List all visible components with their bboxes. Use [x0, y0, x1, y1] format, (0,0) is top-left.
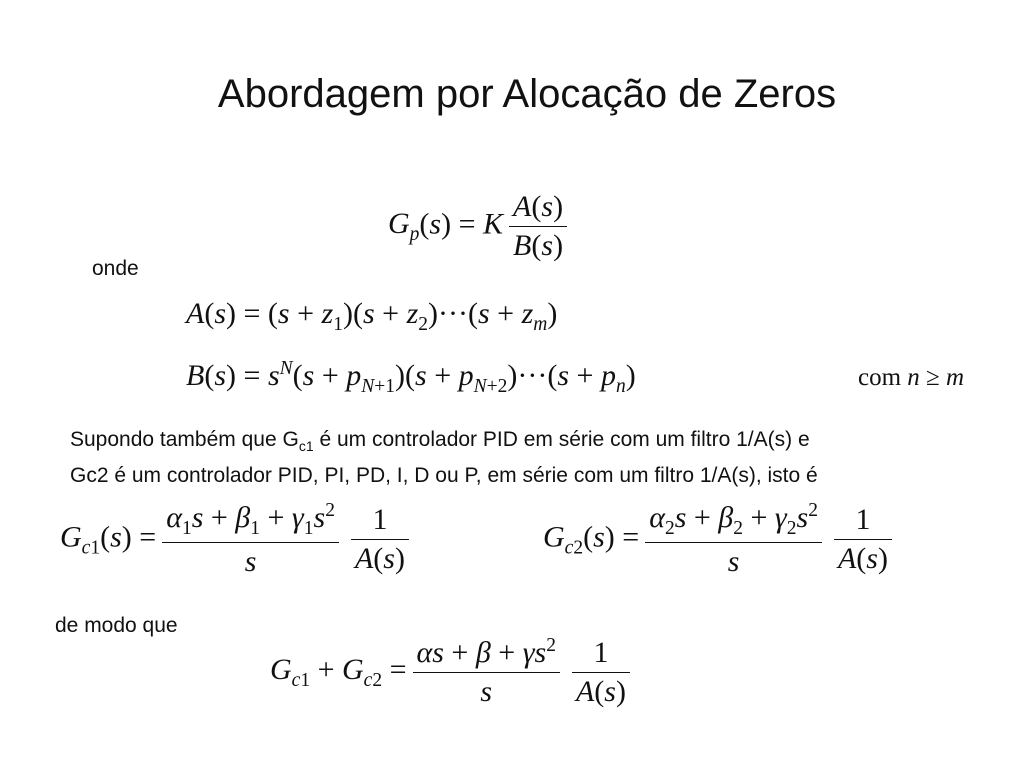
paragraph-line-1-end: é um controlador PID em série com um filtro 1/A(s) e [313, 428, 810, 451]
equation-denominator-polynomial: $B(s) = s^N(s + p_{N+1})(s + p_{N+2})\cdot\cdot\cdot(s + p_n)$ [186, 358, 636, 397]
paragraph-line-1-start: Supondo também que G [70, 428, 299, 451]
label-onde: onde [92, 257, 139, 280]
equation-controller-gc1: $G_{c1}(s)$ = $\frac{\alpha_1s + \beta_1 + \gamma_1s^2}{s}$ $\frac{1}{A(s)}$ [60, 500, 415, 579]
slide-title: Abordagem por Alocação de Zeros [217, 72, 837, 116]
paragraph [70, 425, 1020, 490]
paragraph-line-1-subscript: c1 [298, 438, 314, 455]
label-de-modo-que: de modo que [55, 614, 178, 637]
equation-plant-transfer-function: $G_p(s) = K$ $\frac{A(s)}{B(s)}$ [388, 190, 573, 263]
equation-sum-controllers: $G_{c1} + G_{c2}$ = $\frac{\alpha s + \beta + \gamma s^2}{s}$ $\frac{1}{A(s)}$ [270, 635, 636, 709]
condition-n-geq-m: com n ≥ m [858, 364, 965, 391]
equation-numerator-polynomial: $A(s) = (s + z_1)(s + z_2)\cdot\cdot\cdot(s + z_m)$ [186, 297, 558, 335]
paragraph-line-1 [70, 425, 1020, 461]
paragraph-line-2: Gc2 é um controlador PID, PI, PD, I, D ou P, em série com um filtro 1/A(s), isto é [70, 464, 818, 488]
condition-text: com [858, 364, 908, 391]
equation-controller-gc2: $G_{c2}(s)$ = $\frac{\alpha_2s + \beta_2 + \gamma_2s^2}{s}$ $\frac{1}{A(s)}$ [543, 500, 898, 579]
